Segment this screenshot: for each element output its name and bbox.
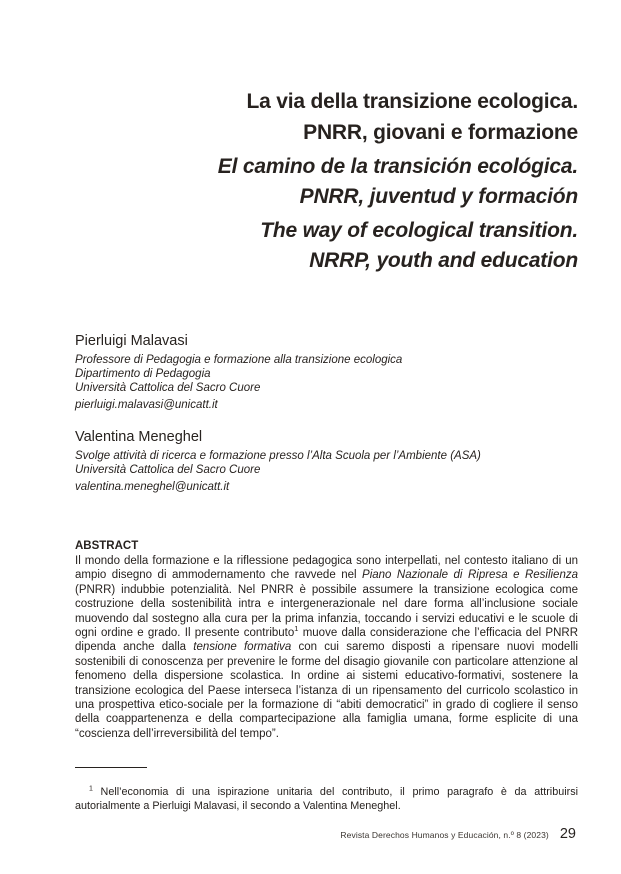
title-italian-line-2: PNRR, giovani e formazione bbox=[303, 121, 578, 144]
author-affiliation-line: Professore di Pedagogia e formazione alla transizione ecologica bbox=[75, 354, 403, 366]
footnote-text bbox=[75, 785, 578, 813]
abstract-section bbox=[75, 539, 578, 741]
title-english-line-1: The way of ecological transition. bbox=[260, 219, 578, 242]
page-number: 29 bbox=[559, 826, 576, 842]
author-affiliation-line: Università Cattolica del Sacro Cuore bbox=[75, 382, 261, 394]
footnote-body: Nell’economia di una ispirazione unitaria del contributo, il primo paragrafo è da attribuirsi autorialmente a Pierluigi Malavasi, il secondo a Valentina Meneghel. bbox=[75, 785, 578, 812]
author-affiliation-line: Svolge attività di ricerca e formazione presso l’Alta Scuola per l’Ambiente (ASA) bbox=[75, 450, 481, 462]
author-block-2 bbox=[75, 428, 578, 494]
title-italian bbox=[75, 86, 578, 148]
footnote-divider bbox=[75, 767, 147, 768]
title-spanish bbox=[75, 152, 578, 212]
title-english-line-2: NRRP, youth and education bbox=[309, 249, 578, 272]
author-affiliation-line: Dipartimento di Pedagogia bbox=[75, 368, 211, 380]
title-english bbox=[75, 216, 578, 276]
author-block-1 bbox=[75, 332, 578, 412]
author-name: Valentina Meneghel bbox=[75, 429, 203, 445]
title-italian-line-1: La via della transizione ecologica. bbox=[246, 90, 578, 113]
author-affiliation-line: Università Cattolica del Sacro Cuore bbox=[75, 464, 261, 476]
author-name: Pierluigi Malavasi bbox=[75, 333, 188, 349]
footnote-marker: 1 bbox=[89, 785, 93, 793]
title-spanish-line-2: PNRR, juventud y formación bbox=[299, 185, 578, 208]
author-email: valentina.meneghel@unicatt.it bbox=[75, 481, 230, 493]
abstract-heading: ABSTRACT bbox=[75, 540, 139, 552]
author-email: pierluigi.malavasi@unicatt.it bbox=[75, 399, 218, 411]
journal-citation: Revista Derechos Humanos y Educación, n.º 8 (2023) bbox=[340, 830, 549, 840]
abstract-text: Il mondo della formazione e la riflessione pedagogica sono interpellati, nel contesto italiano di un ampio disegno di ammodernamento che ravvede nel Piano Nazionale di Ripresa e Resilienza (PNRR) indubbie potenzialità. Nel PNRR è possibile assumere la transizione ecologica come costruzione della sostenibilità intra e intergenerazionale nel dare forma all’inclusione sociale muovendo dal sostegno alla cura per la prima infanzia, toccando i servizi educativi e le scuole di ogni ordine e grado. Il presente contributo$^1$ muove dalla considerazione che l’efficacia del PNRR dipenda anche dalla tensione formativa con cui saremo disposti a ripensare nuovi modelli sostenibili di conoscenza per prevenire le forme del disagio giovanile con particolare attenzione al fenomeno della dispersione scolastica. In ordine ai sistemi educativo-formativi, sostenere la transizione ecologica del Paese interseca l’istanza di un ripensamento del curricolo scolastico in una prospettiva etico-sociale per la formazione di “abiti democratici” in grado di cogliere il senso della coappartenenza e della compartecipazione alla famiglia umana, forme esplicite di una “coscienza dell’irreversibilità del tempo”. bbox=[75, 555, 578, 740]
page-footer bbox=[340, 826, 576, 842]
title-spanish-line-1: El camino de la transición ecológica. bbox=[217, 155, 578, 178]
